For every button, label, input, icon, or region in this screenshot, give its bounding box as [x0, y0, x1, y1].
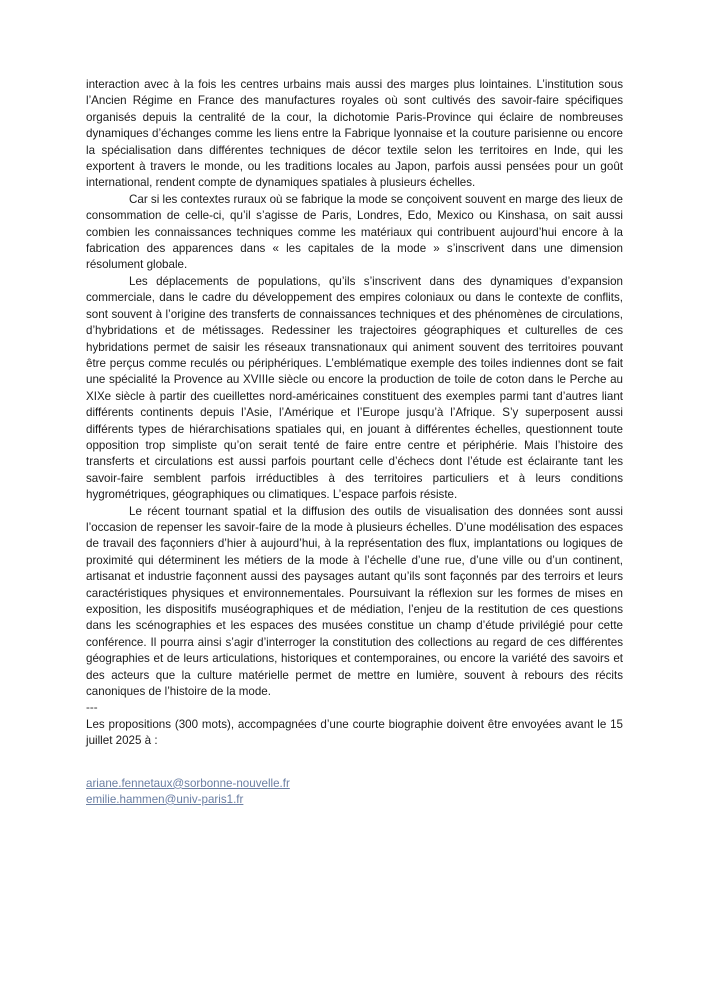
paragraph-rural-contexts: Car si les contextes ruraux où se fabrique la mode se conçoivent souvent en marge des lieux de consommation de celle-ci, qu’il s’agisse de Paris, Londres, Edo, Mexico ou Kinshasa, on sait aussi combien les connaissances techniques comme les matériaux qui contribuent aujourd’hui encore à la fabrication des apparences dans « les capitales de la mode » s’inscrivent dans une dimension résolument globale. — [86, 192, 623, 272]
spacer — [86, 750, 623, 776]
paragraph-spatial-turn: Le récent tournant spatial et la diffusion des outils de visualisation des données sont aussi l’occasion de repenser les savoir-faire de la mode à plusieurs échelles. D’une modélisation des espaces de travail des façonniers d’hier à aujourd’hui, à la représentation des flux, implantations ou logiques de proximité qui déterminent les métiers de la mode à l’échelle d’une rue, d’une ville ou d’un continent, artisanat et industrie façonnent aussi des paysages autant qu’ils sont façonnés par des terroirs et leurs caractéristiques physiques et environnementales. Poursuivant la réflexion sur les formes de mises en exposition, les dispositifs muséographiques et de médiation, l’enjeu de la restitution de ces questions dans les scénographies et les espaces des musées constitue un champ d’étude privilégié pour cette conférence. Il pourra ainsi s’agir d’interroger la constitution des collections au regard de ces différentes géographies et de leurs articulations, historiques et contemporaines, ou encore la variété des savoirs et des acteurs que la culture matérielle permet de mettre en lumière, souvent à rebours des récits canoniques de l’histoire de la mode. — [86, 504, 623, 699]
document-body — [86, 77, 623, 808]
paragraph-intro-continuation: interaction avec à la fois les centres urbains mais aussi des marges plus lointaines. L’institution sous l’Ancien Régime en France des manufactures royales où sont cultivés des savoir-faire spécifiques organisés depuis la centralité de la cour, la dichotomie Paris-Province qui éclaire de nombreuses dynamiques d’échanges comme les liens entre la Fabrique lyonnaise et la couture parisienne ou encore la spécialisation dans différentes techniques de décor textile selon les territoires en Inde, qui les exportent à travers le monde, ou les traditions locales au Japon, parfois aussi pensées pour un goût international, rendent compte de dynamiques spatiales à plusieurs échelles. — [86, 78, 623, 190]
email-link-ariane[interactable]: ariane.fennetaux@sorbonne-nouvelle.fr — [86, 776, 290, 790]
paragraph-population-movements: Les déplacements de populations, qu’ils s’inscrivent dans des dynamiques d’expansion commerciale, dans le cadre du développement des empires coloniaux ou dans le contexte de conflits, sont souvent à l’origine des transferts de connaissances techniques et des phénomènes de circulations, d’hybridations et de métissages. Redessiner les trajectoires géographiques et culturelles de ces hybridations permet de saisir les réseaux transnationaux qui animent souvent des territoires pouvant être perçus comme reculés ou périphériques. L’emblématique exemple des toiles indiennes dont se fait une spécialité la Provence au XVIIIe siècle ou encore la production de toile de coton dans le Perche au XIXe siècle à partir des cueillettes nord-américaines constituent des exemples parmi tant d’autres liant différents continents depuis l’Asie, l’Amérique et l’Europe jusqu’à l’Afrique. S’y superposent aussi différents types de hiérarchisations spatiales qui, en jouant à différentes échelles, questionnent toute opposition trop simpliste qu’on serait tenté de faire entre centre et périphérie. Mais l’histoire des transferts et circulations est aussi parfois pourtant celle d’échecs dont l’étude est éclairante tant les savoir-faire semblent parfois irréductibles à des territoires particuliers et à leurs conditions hygrométriques, géographiques ou climatiques. L’espace parfois résiste. — [86, 274, 623, 502]
separator-line: --- — [86, 701, 98, 715]
submission-instructions: Les propositions (300 mots), accompagnées d’une courte biographie doivent être envoyées avant le 15 juillet 2025 à : — [86, 717, 623, 748]
email-link-emilie[interactable]: emilie.hammen@univ-paris1.fr — [86, 792, 244, 806]
